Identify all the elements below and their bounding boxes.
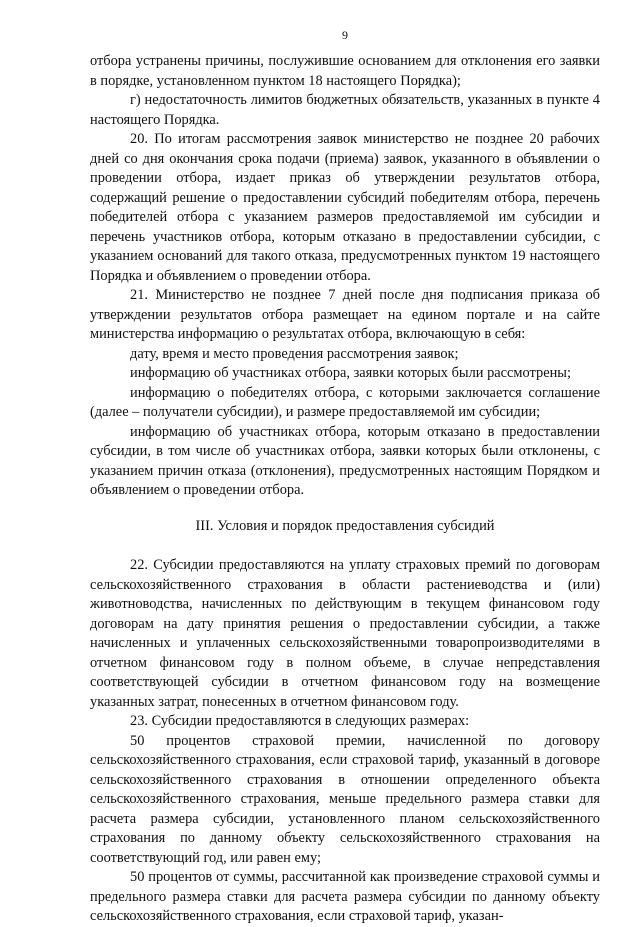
- section-heading: III. Условия и порядок предоставления субсидий: [195, 517, 495, 534]
- paragraph: отбора устранены причины, послужившие основанием для отклонения его заявки в порядке, установленном пунктом 18 настоящего Порядка);: [90, 53, 600, 89]
- document-body: [90, 52, 600, 927]
- paragraph: 22. Субсидии предоставляются на уплату страховых премий по договорам сельскохозяйственного страхования в области растениеводства и (или) животноводства, начисленных по действующим в текущем финансовом году договорам на дату принятия решения о предоставлении субсидии, а также начисленных и уплаченных сельскохозяйственными товаропроизводителями в отчетном финансовом году в полном объеме, в случае непредставления соответствующей субсидии в отчетном финансовом году на возмещение указанных затрат, понесенных в отчетном финансовом году.: [90, 557, 600, 710]
- page-number: 9: [342, 28, 348, 42]
- paragraph: 21. Министерство не позднее 7 дней после дня подписания приказа об утверждении результатов отбора размещает на едином портале и на сайте министерства информацию о результатах отбора, включающую в себя:: [90, 287, 600, 342]
- paragraph: 20. По итогам рассмотрения заявок министерство не позднее 20 рабочих дней со дня окончания срока подачи (приема) заявок, указанного в объявлении о проведении отбора, издает приказ об утверждении результатов отбора, содержащий решение о предоставлении субсидий победителям отбора, перечень победителей отбора с указанием размеров предоставляемой им субсидии и перечень участников отбора, которым отказано в предоставлении субсидии, с указанием оснований для такого отказа, предусмотренных пунктом 19 настоящего Порядка и объявлением о проведении отбора.: [90, 131, 600, 284]
- paragraph: дату, время и место проведения рассмотрения заявок;: [130, 345, 459, 362]
- paragraph: 23. Субсидии предоставляются в следующих размерах:: [130, 713, 470, 729]
- paragraph: информацию о победителях отбора, с которыми заключается соглашение (далее – получатели субсидии), и размере предоставляемой им субсидии;: [90, 384, 600, 420]
- paragraph: информацию об участниках отбора, которым отказано в предоставлении субсидии, в том числе об участниках отбора, заявки которых были отклонены, с указанием причин отказа (отклонения), предусмотренных настоящим Порядком и объявлением о проведении отбора.: [90, 423, 600, 498]
- paragraphs-before-heading: [90, 52, 600, 501]
- paragraph: 50 процентов страховой премии, начисленной по договору сельскохозяйственного страхования, если страховой тариф, указанный в договоре сельскохозяйственного страхования в отношении определенного объекта сельскохозяйственного страхования, меньше предельного размера ставки для расчета размера субсидии, установленного планом сельскохозяйственного страхования по данному объекту сельскохозяйственного страхования на соответствующий год, или равен ему;: [90, 732, 600, 866]
- paragraph: 50 процентов от суммы, рассчитанной как произведение страховой суммы и предельного размера ставки для расчета размера субсидии по данному объекту сельскохозяйственного страхования, если страховой тариф, указан-: [90, 869, 600, 924]
- paragraph: информацию об участниках отбора, заявки которых были рассмотрены;: [130, 365, 571, 381]
- paragraph: г) недостаточность лимитов бюджетных обязательств, указанных в пункте 4 настоящего Порядка.: [90, 92, 600, 128]
- paragraphs-after-heading: [90, 556, 600, 927]
